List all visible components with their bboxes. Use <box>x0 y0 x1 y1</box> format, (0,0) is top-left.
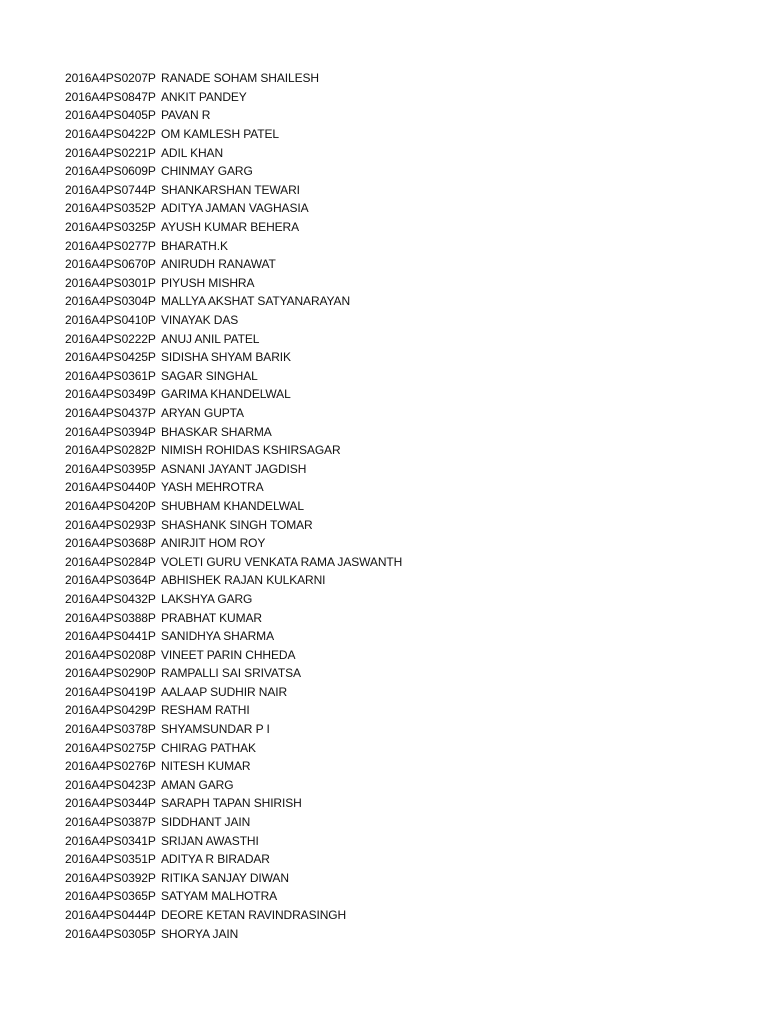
list-item <box>65 552 402 571</box>
student-id: 2016A4PS0432P <box>65 591 156 606</box>
list-item <box>65 701 402 720</box>
list-item <box>65 478 402 497</box>
student-name: ABHISHEK RAJAN KULKARNI <box>161 573 326 588</box>
list-item <box>65 329 402 348</box>
student-name: RITIKA SANJAY DIWAN <box>161 870 289 885</box>
student-name: DEORE KETAN RAVINDRASINGH <box>161 908 347 923</box>
student-name: RANADE SOHAM SHAILESH <box>161 71 319 86</box>
student-id: 2016A4PS0277P <box>65 238 156 253</box>
student-id: 2016A4PS0387P <box>65 815 156 830</box>
student-name: LAKSHYA GARG <box>161 591 253 606</box>
list-item <box>65 422 402 441</box>
student-name: AYUSH KUMAR BEHERA <box>161 220 300 235</box>
student-id: 2016A4PS0207P <box>65 71 156 86</box>
list-item <box>65 88 402 107</box>
list-item <box>65 459 402 478</box>
student-id: 2016A4PS0301P <box>65 275 156 290</box>
student-id: 2016A4PS0290P <box>65 666 156 681</box>
list-item <box>65 292 402 311</box>
student-name: PIYUSH MISHRA <box>161 275 255 290</box>
list-item <box>65 534 402 553</box>
list-item <box>65 143 402 162</box>
student-id: 2016A4PS0423P <box>65 777 156 792</box>
student-id: 2016A4PS0282P <box>65 443 156 458</box>
student-id: 2016A4PS0441P <box>65 629 156 644</box>
student-name: SHYAMSUNDAR P I <box>161 722 270 737</box>
student-name: PAVAN R <box>161 108 211 123</box>
list-item <box>65 720 402 739</box>
student-name: SATYAM MALHOTRA <box>161 889 278 904</box>
student-id: 2016A4PS0275P <box>65 740 156 755</box>
list-item <box>65 906 402 925</box>
student-id: 2016A4PS0394P <box>65 424 156 439</box>
student-list <box>65 69 402 943</box>
list-item <box>65 683 402 702</box>
list-item <box>65 106 402 125</box>
student-name: VINEET PARIN CHHEDA <box>161 647 296 662</box>
list-item <box>65 664 402 683</box>
student-id: 2016A4PS0325P <box>65 220 156 235</box>
student-id: 2016A4PS0440P <box>65 480 156 495</box>
student-name: PRABHAT KUMAR <box>161 610 262 625</box>
student-name: VINAYAK DAS <box>161 313 239 328</box>
student-name: YASH MEHROTRA <box>161 480 264 495</box>
student-id: 2016A4PS0422P <box>65 127 156 142</box>
list-item <box>65 385 402 404</box>
student-id: 2016A4PS0368P <box>65 536 156 551</box>
list-item <box>65 831 402 850</box>
student-name: NIMISH ROHIDAS KSHIRSAGAR <box>161 443 341 458</box>
list-item <box>65 924 402 943</box>
student-id: 2016A4PS0429P <box>65 703 156 718</box>
student-id: 2016A4PS0395P <box>65 461 156 476</box>
student-name: BHARATH.K <box>161 238 228 253</box>
student-name: SHORYA JAIN <box>161 926 239 941</box>
list-item <box>65 738 402 757</box>
student-id: 2016A4PS0405P <box>65 108 156 123</box>
list-item <box>65 497 402 516</box>
list-item <box>65 181 402 200</box>
student-id: 2016A4PS0305P <box>65 926 156 941</box>
list-item <box>65 348 402 367</box>
list-item <box>65 441 402 460</box>
student-id: 2016A4PS0304P <box>65 294 156 309</box>
student-id: 2016A4PS0351P <box>65 852 156 867</box>
student-id: 2016A4PS0444P <box>65 908 156 923</box>
student-id: 2016A4PS0361P <box>65 368 156 383</box>
student-name: SAGAR SINGHAL <box>161 368 258 383</box>
student-name: GARIMA KHANDELWAL <box>161 387 291 402</box>
student-name: SIDISHA SHYAM BARIK <box>161 350 291 365</box>
list-item <box>65 645 402 664</box>
list-item <box>65 255 402 274</box>
student-name: MALLYA AKSHAT SATYANARAYAN <box>161 294 351 309</box>
list-item <box>65 627 402 646</box>
student-name: CHINMAY GARG <box>161 164 253 179</box>
student-name: SRIJAN AWASTHI <box>161 833 259 848</box>
list-item <box>65 590 402 609</box>
student-name: AALAAP SUDHIR NAIR <box>161 684 288 699</box>
student-name: AMAN GARG <box>161 777 234 792</box>
student-id: 2016A4PS0847P <box>65 89 156 104</box>
student-id: 2016A4PS0341P <box>65 833 156 848</box>
student-name: SIDDHANT JAIN <box>161 815 251 830</box>
list-item <box>65 757 402 776</box>
list-item <box>65 236 402 255</box>
student-name: OM KAMLESH PATEL <box>161 127 279 142</box>
student-id: 2016A4PS0392P <box>65 870 156 885</box>
student-name: ADIL KHAN <box>161 145 224 160</box>
student-name: ANUJ ANIL PATEL <box>161 331 260 346</box>
student-name: BHASKAR SHARMA <box>161 424 272 439</box>
list-item <box>65 571 402 590</box>
student-name: SARAPH TAPAN SHIRISH <box>161 796 302 811</box>
list-item <box>65 404 402 423</box>
student-name: RESHAM RATHI <box>161 703 250 718</box>
student-id: 2016A4PS0208P <box>65 647 156 662</box>
list-item <box>65 794 402 813</box>
student-id: 2016A4PS0388P <box>65 610 156 625</box>
student-id: 2016A4PS0609P <box>65 164 156 179</box>
student-name: RAMPALLI SAI SRIVATSA <box>161 666 301 681</box>
list-item <box>65 162 402 181</box>
list-item <box>65 515 402 534</box>
student-id: 2016A4PS0352P <box>65 201 156 216</box>
student-id: 2016A4PS0425P <box>65 350 156 365</box>
student-name: SHASHANK SINGH TOMAR <box>161 517 313 532</box>
student-id: 2016A4PS0364P <box>65 573 156 588</box>
student-id: 2016A4PS0293P <box>65 517 156 532</box>
student-name: ANIRJIT HOM ROY <box>161 536 266 551</box>
student-id: 2016A4PS0344P <box>65 796 156 811</box>
student-id: 2016A4PS0365P <box>65 889 156 904</box>
student-id: 2016A4PS0378P <box>65 722 156 737</box>
student-name: ADITYA R BIRADAR <box>161 852 270 867</box>
list-item <box>65 776 402 795</box>
list-item <box>65 850 402 869</box>
student-name: VOLETI GURU VENKATA RAMA JASWANTH <box>161 554 403 569</box>
student-name: ANIRUDH RANAWAT <box>161 257 276 272</box>
list-item <box>65 69 402 88</box>
student-id: 2016A4PS0437P <box>65 405 156 420</box>
list-item <box>65 367 402 386</box>
list-item <box>65 125 402 144</box>
student-id: 2016A4PS0410P <box>65 313 156 328</box>
student-id: 2016A4PS0349P <box>65 387 156 402</box>
list-item <box>65 887 402 906</box>
student-name: ARYAN GUPTA <box>161 405 244 420</box>
student-id: 2016A4PS0670P <box>65 257 156 272</box>
student-name: ASNANI JAYANT JAGDISH <box>161 461 307 476</box>
student-id: 2016A4PS0222P <box>65 331 156 346</box>
student-id: 2016A4PS0420P <box>65 498 156 513</box>
list-item <box>65 311 402 330</box>
list-item <box>65 199 402 218</box>
student-id: 2016A4PS0284P <box>65 554 156 569</box>
list-item <box>65 813 402 832</box>
student-id: 2016A4PS0419P <box>65 684 156 699</box>
student-name: SANIDHYA SHARMA <box>161 629 274 644</box>
student-id: 2016A4PS0221P <box>65 145 156 160</box>
student-name: CHIRAG PATHAK <box>161 740 256 755</box>
student-name: ANKIT PANDEY <box>161 89 247 104</box>
student-name: SHANKARSHAN TEWARI <box>161 182 300 197</box>
list-item <box>65 218 402 237</box>
list-item <box>65 608 402 627</box>
student-name: NITESH KUMAR <box>161 759 251 774</box>
student-id: 2016A4PS0744P <box>65 182 156 197</box>
list-item <box>65 274 402 293</box>
list-item <box>65 869 402 888</box>
student-name: ADITYA JAMAN VAGHASIA <box>161 201 309 216</box>
student-id: 2016A4PS0276P <box>65 759 156 774</box>
student-name: SHUBHAM KHANDELWAL <box>161 498 304 513</box>
